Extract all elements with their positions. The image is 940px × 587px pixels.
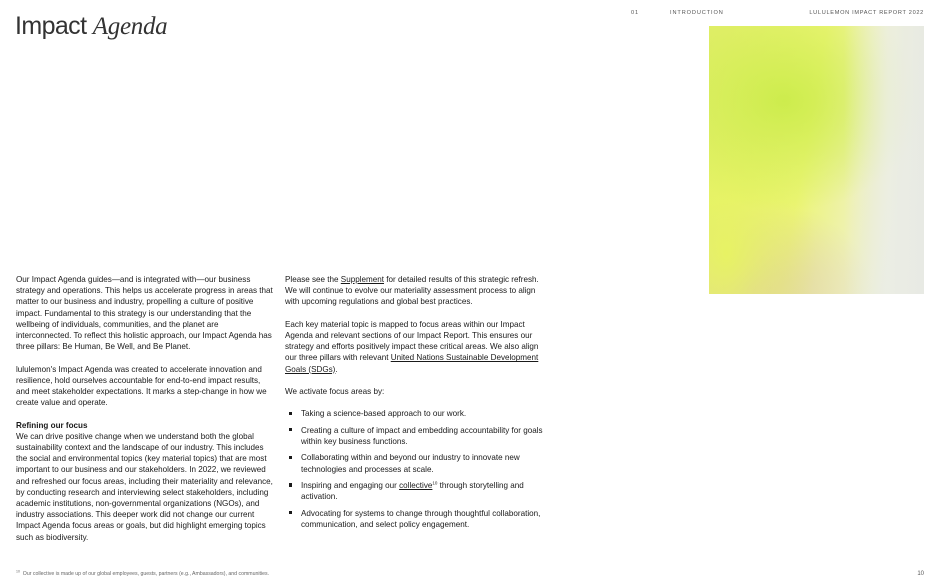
footnote-text: Our collective is made up of our global employees, guests, partners (e.g., Ambassadors), and communities. [22, 571, 270, 577]
innovation-paragraph: lululemon's Impact Agenda was created to accelerate innovation and resilience, hold ourselves accountable for end-to-end impact results, and meet stakeholder expectations. It marks a step-change in how we create value and operate. [16, 364, 267, 408]
footnote [16, 571, 269, 577]
page-index: 01 [631, 10, 640, 16]
title-regular: Impact [15, 12, 87, 40]
list-item: Collaborating within and beyond our industry to innovate new technologies and processes at scale. [285, 452, 543, 474]
right-column [285, 274, 543, 535]
activate-intro: We activate focus areas by: [285, 387, 385, 396]
supplement-link[interactable]: Supplement [340, 275, 384, 284]
footnote-marker: 10 [16, 569, 20, 574]
mapping-text-after: . [335, 364, 338, 374]
focus-paragraph: We can drive positive change when we understand both the global sustainability context and the landscape of our industry. This includes the social and environmental topics (key material topics) that are most important to our business and our stakeholders. In 2022, we reviewed and refreshed our focus areas, including their materiality and relevance, by conducting research and interviewing select stakeholders, including academic institutions, non-governmental organizations (NGOs), and industry associations. This deeper work did not change our current Impact Agenda focus areas or goals, but did highlight emerging topics such as biodiversity. [16, 431, 273, 542]
collective-link[interactable]: collective [399, 480, 433, 490]
mapping-text-before: Each key material topic is mapped to focus areas within our Impact Agenda and relevant sections of our Impact Report. This ensures our strategy and efforts positively impact these critical areas. We also align our three pillars with relevant [285, 319, 539, 363]
sdg-link[interactable]: United Nations Sustainable Development Goals (SDGs) [285, 353, 539, 374]
supplement-paragraph [285, 274, 543, 308]
list-item: Taking a science-based approach to our work. [285, 408, 543, 419]
title-italic: Agenda [92, 13, 168, 40]
page-title [15, 12, 167, 41]
supplement-text-before: Please see the [285, 275, 341, 284]
hero-gradient-image [709, 26, 924, 294]
section-subheading: Refining our focus [16, 420, 88, 430]
supplement-text-after: for detailed results of this strategic refresh. We will continue to evolve our materiality assessment process to align with upcoming regulations and global best practices. [285, 275, 539, 307]
list-item: Creating a culture of impact and embedding accountability for goals within key business functions. [285, 425, 543, 447]
mapping-paragraph [285, 319, 543, 375]
list-item [285, 480, 543, 502]
list-item: Advocating for systems to change through thoughtful collaboration, communication, and select policy engagement. [285, 508, 543, 530]
intro-paragraph: Our Impact Agenda guides—and is integrated with—our business strategy and operations. This helps us accelerate progress in areas that matter to our business and industry, propelling a culture of positive impact. Fundamental to this strategy is our understanding that the wellbeing of individuals, communities, and the planet are interconnected. To reflect this holistic approach, our Impact Agenda has three pillars: Be Human, Be Well, and Be Planet. [16, 275, 273, 352]
bullet-text-before: Inspiring and engaging our [301, 480, 400, 490]
footnote-ref[interactable]: 10 [432, 480, 438, 486]
page-number: 10 [917, 571, 924, 577]
left-column [16, 274, 274, 554]
report-title: LULULEMON IMPACT REPORT 2022 [809, 10, 924, 16]
section-link[interactable]: INTRODUCTION [670, 10, 724, 16]
bullet-text-after: through storytelling and activation. [301, 480, 524, 502]
focus-bullet-list [285, 408, 543, 530]
